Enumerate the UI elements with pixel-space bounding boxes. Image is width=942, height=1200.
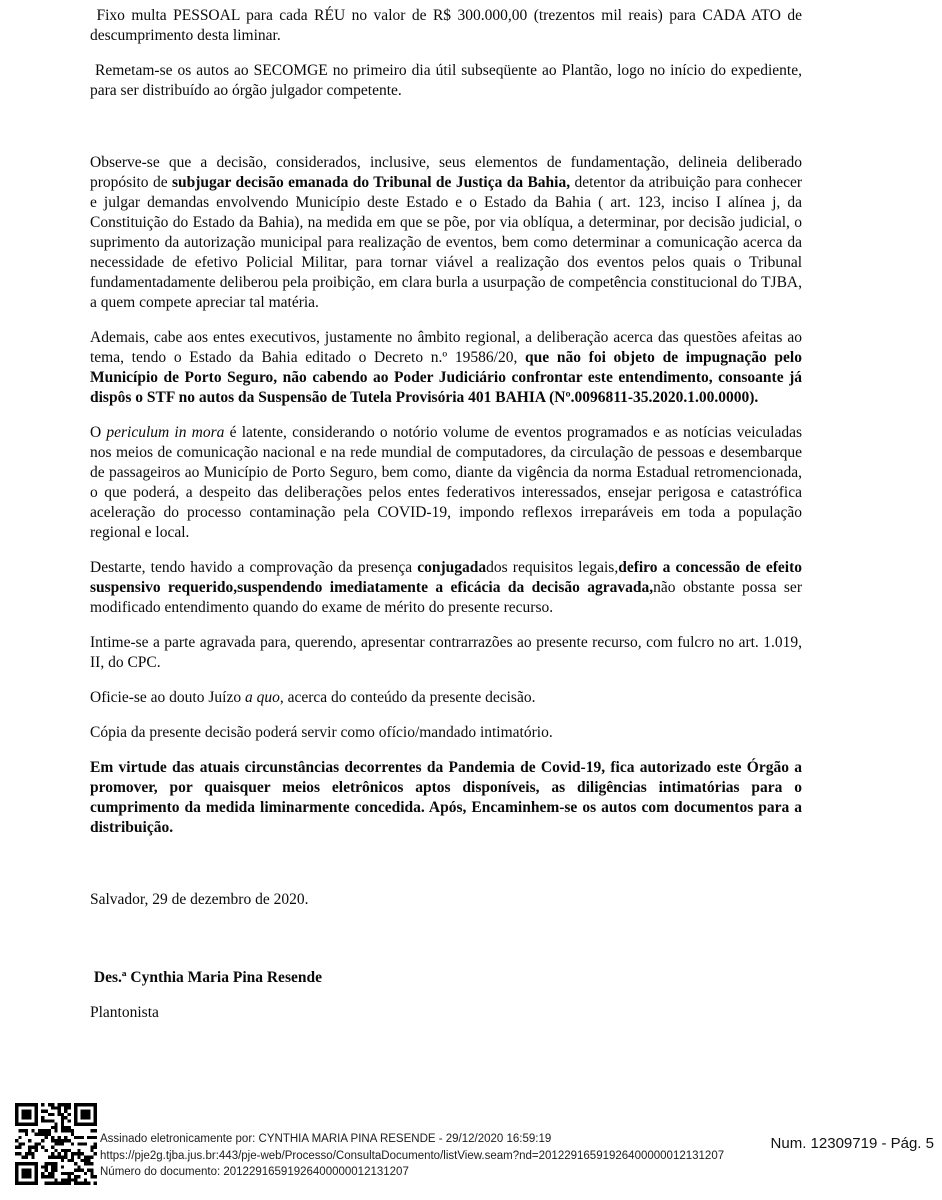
qr-code (15, 1103, 97, 1185)
paragraph-copia: Cópia da presente decisão poderá servir como ofício/mandado intimatório. (90, 724, 553, 741)
paragraph-destarte: Destarte, tendo havido a comprovação da presença conjugadados requisitos legais,defiro a concessão de efeito suspensivo requerido,suspendendo imediatamente a eficácia da decisão agravada,não obstante possa ser modificado entendimento quando do exame de mérito do presente recurso. (90, 559, 806, 616)
verification-url-line: https://pje2g.tjba.jus.br:443/pje-web/Processo/ConsultaDocumento/listView.seam?nd=20122916591926400000012131207 (100, 1149, 725, 1162)
signature-footer (15, 1103, 724, 1185)
paragraph-oficie: Oficie-se ao douto Juízo a quo, acerca do conteúdo da presente decisão. (90, 689, 536, 706)
paragraph-intime: Intime-se a parte agravada para, querendo, apresentar contrarrazões ao presente recurso, com fulcro no art. 1.019, II, do CPC. (90, 634, 806, 671)
signature-footer-lines (100, 1131, 724, 1181)
paragraph-observe: Observe-se que a decisão, considerados, inclusive, seus elementos de fundamentação, delineia deliberado propósito de subjugar decisão emanada do Tribunal de Justiça da Bahia, detentor da atribuição para conhecer e julgar demandas envolvendo Município deste Estado e o Estado da Bahia ( art. 123, inciso I alínea j, da Constituição do Estado da Bahia), na medida em que se põe, por via oblíqua, a determinar, por decisão judicial, o suprimento da autorização municipal para realização de eventos, bem como determinar a comunicação acerca da necessidade de efetivo Policial Militar, para tornar viável a realização dos eventos pelos quais o Tribunal fundamentadamente deliberou pela proibição, em clara burla a usurpação de competência constitucional do TJBA, a quem compete apreciar tal matéria. (90, 154, 806, 311)
paragraph-fine: Fixo multa PESSOAL para cada RÉU no valor de R$ 300.000,00 (trezentos mil reais) para CADA ATO de descumprimento desta liminar. (90, 7, 806, 44)
signed-by-line: Assinado eletronicamente por: CYNTHIA MARIA PINA RESENDE - 29/12/2020 16:59:19 (100, 1133, 552, 1145)
paragraph-periculum: O periculum in mora é latente, considerando o notório volume de eventos programados e as notícias veiculadas nos meios de comunicação nacional e na rede mundial de computadores, da circulação de pessoas e desembarque de passageiros ao Município de Porto Seguro, bem como, diante da vigência da norma Estadual retromencionada, o que poderá, a despeito das deliberações pelos entes federativos interessados, ensejar perigosa e catastrófica aceleração do processo contaminação pela COVID-19, impondo reflexos irreparáveis em toda a população regional e local. (90, 424, 806, 541)
document-number-line: Número do documento: 20122916591926400000012131207 (100, 1166, 409, 1178)
paragraph-signature: Des.ª Cynthia Maria Pina Resende (90, 969, 322, 986)
paragraph-date: Salvador, 29 de dezembro de 2020. (90, 891, 309, 908)
page-number: Num. 12309719 - Pág. 5 (770, 1135, 934, 1152)
paragraph-role: Plantonista (90, 1004, 159, 1021)
paragraph-remessa: Remetam-se os autos ao SECOMGE no primeiro dia útil subseqüente ao Plantão, logo no início do expediente, para ser distribuído ao órgão julgador competente. (90, 62, 806, 99)
paragraph-pandemia: Em virtude das atuais circunstâncias decorrentes da Pandemia de Covid-19, fica autorizado este Órgão a promover, por quaisquer meios eletrônicos aptos disponíveis, as diligências intimatórias para o cumprimento da medida liminarmente concedida. Após, Encaminhem-se os autos com documentos para a distribuição. (90, 759, 806, 836)
document-body (90, 6, 806, 1023)
paragraph-ademais: Ademais, cabe aos entes executivos, justamente no âmbito regional, a deliberação acerca das questões afeitas ao tema, tendo o Estado da Bahia editado o Decreto n.º 19586/20, que não foi objeto de impugnação pelo Município de Porto Seguro, não cabendo ao Poder Judiciário confrontar este entendimento, consoante já dispôs o STF no autos da Suspensão de Tutela Provisória 401 BAHIA (Nº.0096811-35.2020.1.00.0000). (90, 329, 806, 406)
